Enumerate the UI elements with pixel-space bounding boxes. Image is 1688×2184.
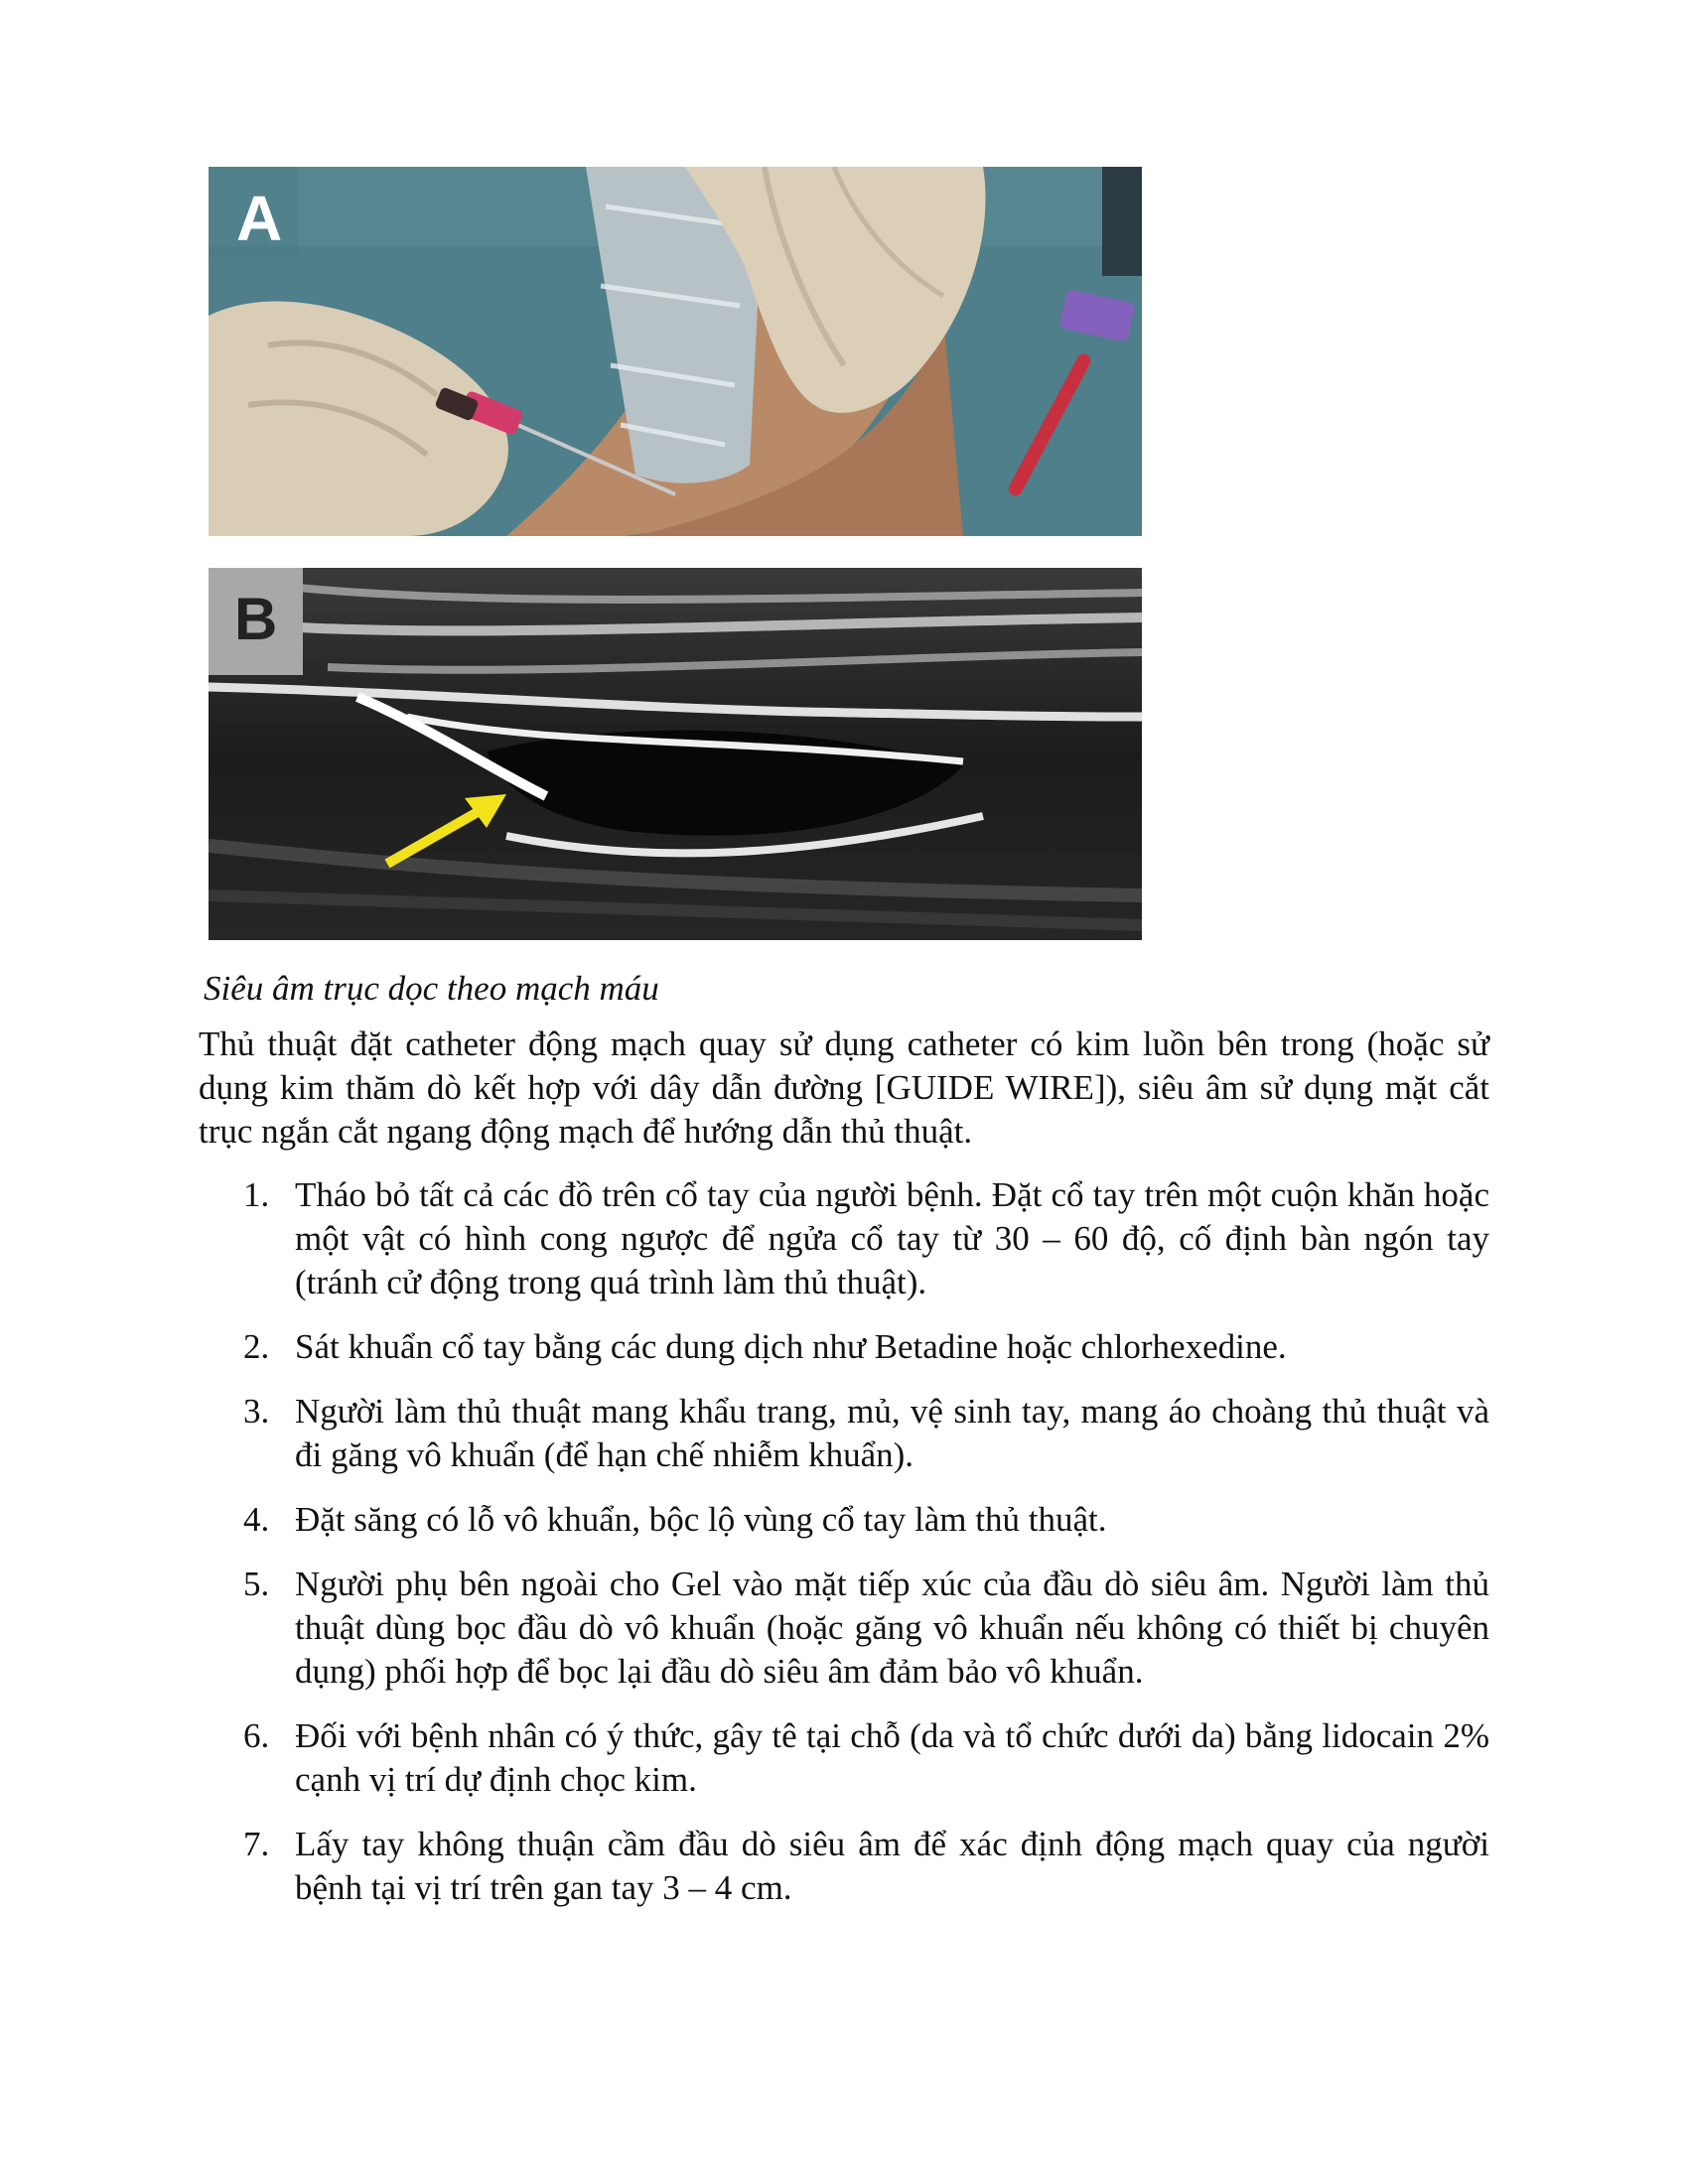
figure-caption: Siêu âm trục dọc theo mạch máu	[204, 969, 659, 1008]
ultrasound-image-icon	[209, 568, 1142, 940]
list-item	[243, 1498, 1489, 1542]
step-number: 2.	[243, 1327, 270, 1366]
list-item	[243, 1390, 1489, 1477]
step-number: 3.	[243, 1392, 270, 1431]
intro-paragraph: Thủ thuật đặt catheter động mạch quay sử dụng catheter có kim luồn bên trong (hoặc sử dụng kim thăm dò kết hợp với dây dẫn đường [GUIDE WIRE]), siêu âm sử dụng mặt cắt trục ngắn cắt ngang động mạch để hướng dẫn thủ thuật.	[199, 1024, 1489, 1151]
step-number: 1.	[243, 1175, 270, 1214]
figure-a-procedure-photo	[209, 167, 1142, 536]
figure-b-ultrasound	[209, 568, 1142, 940]
step-text: Sát khuẩn cổ tay bằng các dung dịch như Betadine hoặc chlorhexedine.	[295, 1327, 1287, 1366]
step-text: Đặt săng có lỗ vô khuẩn, bộc lộ vùng cổ tay làm thủ thuật.	[295, 1500, 1107, 1539]
step-text: Lấy tay không thuận cầm đầu dò siêu âm để xác định động mạch quay của người bệnh tại vị trí trên gan tay 3 – 4 cm.	[295, 1825, 1489, 1907]
procedure-steps-list	[243, 1173, 1489, 1931]
figure-label-b: B	[234, 586, 278, 652]
list-item	[243, 1714, 1489, 1802]
list-item	[243, 1563, 1489, 1694]
list-item	[243, 1823, 1489, 1910]
step-text: Đối với bệnh nhân có ý thức, gây tê tại chỗ (da và tổ chức dưới da) bằng lidocain 2% cạnh vị trí dự định chọc kim.	[295, 1716, 1489, 1799]
step-text: Tháo bỏ tất cả các đồ trên cổ tay của người bệnh. Đặt cổ tay trên một cuộn khăn hoặc một vật có hình cong ngược để ngửa cổ tay từ 30 – 60 độ, cố định bàn ngón tay (tránh cử động trong quá trình làm thủ thuật).	[295, 1175, 1489, 1301]
step-number: 6.	[243, 1716, 270, 1755]
step-number: 4.	[243, 1500, 270, 1539]
step-number: 5.	[243, 1565, 270, 1603]
procedure-photo-icon	[209, 167, 1142, 536]
figure-label-a: A	[236, 183, 283, 254]
list-item	[243, 1325, 1489, 1369]
step-number: 7.	[243, 1825, 270, 1863]
list-item	[243, 1173, 1489, 1304]
step-text: Người làm thủ thuật mang khẩu trang, mủ, vệ sinh tay, mang áo choàng thủ thuật và đi găng vô khuẩn (để hạn chế nhiễm khuẩn).	[295, 1392, 1489, 1474]
step-text: Người phụ bên ngoài cho Gel vào mặt tiếp xúc của đầu dò siêu âm. Người làm thủ thuật dùng bọc đầu dò vô khuẩn (hoặc găng vô khuẩn nếu không có thiết bị chuyên dụng) phối hợp để bọc lại đầu dò siêu âm đảm bảo vô khuẩn.	[295, 1565, 1489, 1691]
